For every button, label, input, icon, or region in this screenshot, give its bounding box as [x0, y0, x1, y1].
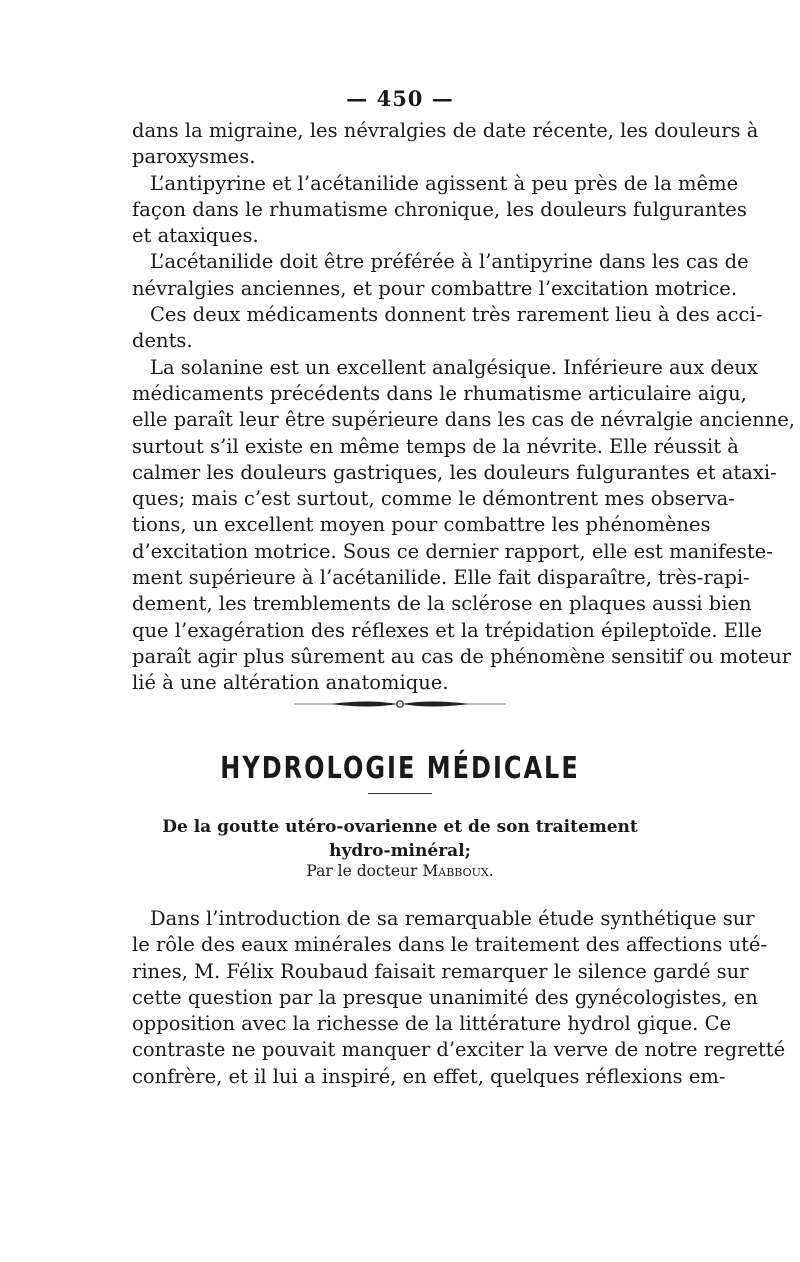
text-line: La solanine est un excellent analgésique. Inférieure aux deux [150, 355, 758, 379]
text-line: L’acétanilide doit être préférée à l’antipyrine dans les cas de [150, 250, 749, 274]
byline [0, 862, 800, 880]
text-line: dents. [132, 329, 193, 353]
byline-author: Mabboux. [422, 862, 494, 880]
ornament-divider [0, 696, 800, 715]
text-line: paraît agir plus sûrement au cas de phénomène sensitif ou moteur [132, 644, 792, 668]
text-line: elle paraît leur être supérieure dans les cas de névralgie ancienne, [132, 408, 795, 432]
text-line: et ataxiques. [132, 224, 259, 248]
text-line: opposition avec la richesse de la littérature hydrol gique. Ce [132, 1012, 732, 1036]
text-line: paroxysmes. [132, 145, 256, 169]
text-line: d’excitation motrice. Sous ce dernier rapport, elle est manifeste- [132, 539, 773, 563]
text-line: contraste ne pouvait manquer d’exciter la verve de notre regretté [132, 1038, 786, 1062]
body-text-top [132, 118, 795, 697]
text-line: L’antipyrine et l’acétanilide agissent à peu près de la même [150, 171, 739, 195]
text-line: que l’exagération des réflexes et la trépidation épileptoïde. Elle [132, 618, 763, 642]
article-title-line: De la goutte utéro-ovarienne et de son traitement [162, 817, 638, 837]
section-rule [368, 793, 432, 794]
page-number: — 450 — [346, 86, 454, 111]
text-line: névralgies anciennes, et pour combattre l’excitation motrice. [132, 276, 738, 300]
text-line: surtout s’il existe en même temps de la névrite. Elle réussit à [132, 434, 739, 458]
text-line: ment supérieure à l’acétanilide. Elle fait disparaître, très-rapi- [132, 566, 750, 590]
text-line: médicaments précédents dans le rhumatisme articulaire aigu, [132, 381, 747, 405]
text-line: le rôle des eaux minérales dans le traitement des affections uté- [132, 933, 768, 957]
article-title [0, 815, 800, 863]
ornament-divider-icon [290, 697, 510, 711]
text-line: tions, un excellent moyen pour combattre les phénomènes [132, 513, 711, 537]
text-line: dans la migraine, les névralgies de date récente, les douleurs à [132, 119, 759, 142]
text-line: rines, M. Félix Roubaud faisait remarquer le silence gardé sur [132, 959, 749, 983]
byline-prefix: Par le docteur [306, 862, 418, 880]
text-line: confrère, et il lui a inspiré, en effet, quelques réflexions em- [132, 1064, 726, 1088]
text-line: Dans l’introduction de sa remarquable étude synthétique sur [150, 907, 755, 930]
body-text-bottom [132, 906, 786, 1090]
article-title-line: hydro-minéral; [329, 841, 471, 861]
text-line: lié à une altération anatomique. [132, 671, 449, 695]
text-line: dement, les tremblements de la sclérose en plaques aussi bien [132, 592, 752, 616]
text-line: ques; mais c’est surtout, comme le démontrent mes observa- [132, 487, 735, 511]
text-line: façon dans le rhumatisme chronique, les douleurs fulgurantes [132, 197, 747, 221]
text-line: calmer les douleurs gastriques, les douleurs fulgurantes et ataxi- [132, 460, 777, 484]
text-line: Ces deux médicaments donnent très rarement lieu à des acci- [150, 303, 763, 327]
section-title: HYDROLOGIE MÉDICALE [220, 750, 580, 786]
text-line: cette question par la presque unanimité des gynécologistes, en [132, 985, 758, 1009]
